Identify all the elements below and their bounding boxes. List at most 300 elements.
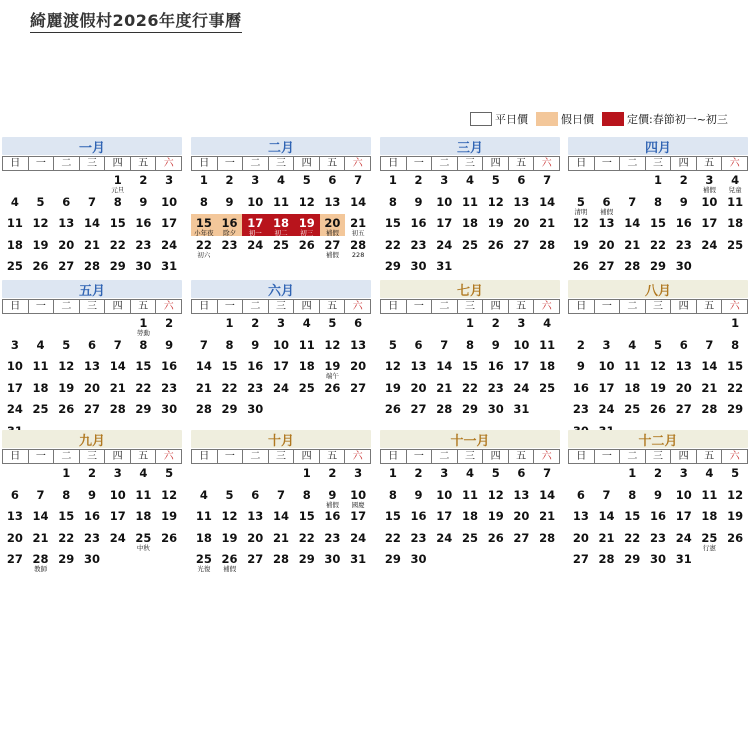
day-cell (697, 171, 723, 193)
weekday-label: 六 (345, 450, 371, 464)
day-grid (568, 464, 748, 572)
weekday-label: 二 (54, 450, 80, 464)
day-number: 6 (62, 194, 71, 209)
empty-cell (594, 314, 620, 336)
day-number: 20 (513, 216, 530, 230)
day-number: 21 (624, 237, 641, 252)
day-number: 28 (83, 259, 100, 273)
day-cell (509, 507, 535, 529)
day-number: 1 (388, 466, 397, 480)
day-number: 10 (701, 194, 718, 209)
day-number: 28 (109, 402, 126, 416)
empty-cell (619, 171, 645, 193)
day-cell (457, 193, 483, 215)
day-number: 5 (328, 316, 337, 330)
day-number: 10 (675, 487, 692, 502)
day-grid (2, 464, 182, 572)
day-number: 8 (388, 194, 397, 209)
day-cell (457, 357, 483, 379)
day-cell (131, 214, 157, 236)
day-number: 31 (675, 552, 692, 566)
day-cell (406, 236, 432, 258)
day-cell (619, 529, 645, 551)
day-number: 30 (247, 402, 264, 416)
day-cell (619, 357, 645, 379)
day-number: 7 (276, 487, 285, 502)
weekday-label: 四 (105, 450, 131, 464)
day-cell (380, 214, 406, 236)
day-cell (320, 379, 346, 401)
empty-cell (568, 171, 594, 193)
empty-cell (2, 314, 28, 336)
day-cell (191, 236, 217, 258)
day-number: 24 (161, 237, 178, 252)
day-number: 2 (139, 173, 148, 187)
day-number: 22 (624, 530, 641, 545)
day-number: 25 (461, 530, 478, 545)
day-number: 2 (679, 173, 688, 187)
day-cell (242, 236, 268, 258)
day-number: 15 (221, 359, 238, 373)
weekday-label: 一 (29, 450, 55, 464)
day-cell (320, 529, 346, 551)
day-number: 11 (701, 487, 718, 502)
day-number: 19 (32, 237, 49, 252)
day-cell (697, 193, 723, 215)
day-cell (509, 336, 535, 358)
weekday-label: 三 (80, 157, 106, 171)
weekday-label: 四 (294, 450, 320, 464)
day-number: 6 (414, 337, 423, 352)
day-number: 16 (649, 509, 666, 523)
day-cell (294, 193, 320, 215)
day-cell (294, 357, 320, 379)
day-cell (568, 529, 594, 551)
day-cell (217, 357, 243, 379)
day-cell (568, 336, 594, 358)
weekday-label: 三 (269, 300, 295, 314)
day-number: 28 (32, 552, 49, 566)
day-cell (131, 171, 157, 193)
day-number: 20 (6, 530, 23, 545)
day-number: 6 (10, 487, 19, 502)
month-title: 三月 (380, 137, 560, 155)
weekday-label: 四 (671, 300, 697, 314)
day-number: 14 (195, 359, 212, 373)
day-number: 4 (302, 316, 311, 330)
day-number: 28 (701, 402, 718, 416)
day-number: 3 (705, 173, 714, 187)
month-title: 八月 (568, 280, 748, 298)
day-number: 29 (461, 402, 478, 416)
weekday-label: 一 (29, 300, 55, 314)
day-cell (697, 486, 723, 508)
day-number: 10 (272, 337, 289, 352)
day-number: 14 (32, 509, 49, 523)
day-cell (156, 486, 182, 508)
day-cell (697, 357, 723, 379)
month-title: 六月 (191, 280, 371, 298)
day-number: 12 (32, 216, 49, 230)
day-number: 28 (350, 237, 367, 252)
day-cell (345, 314, 371, 336)
day-cell (268, 357, 294, 379)
day-number: 16 (135, 216, 152, 230)
day-cell (345, 529, 371, 551)
day-number: 6 (328, 173, 337, 187)
page-title: 綺麗渡假村2026年度行事曆 (30, 8, 242, 33)
day-cell (105, 529, 131, 551)
day-cell (28, 507, 54, 529)
day-cell (457, 486, 483, 508)
day-cell (645, 336, 671, 358)
day-cell (320, 507, 346, 529)
day-number: 20 (675, 380, 692, 395)
day-cell (671, 336, 697, 358)
day-number: 4 (543, 316, 552, 330)
day-number: 31 (350, 552, 367, 566)
day-cell (406, 550, 432, 572)
day-cell (671, 464, 697, 486)
day-cell (568, 257, 594, 279)
day-cell (509, 486, 535, 508)
day-number: 31 (436, 259, 453, 273)
day-cell (483, 486, 509, 508)
day-number: 6 (679, 337, 688, 352)
day-cell (568, 400, 594, 422)
day-cell (131, 486, 157, 508)
day-number: 18 (539, 359, 556, 373)
month-title: 四月 (568, 137, 748, 155)
day-number: 24 (513, 380, 530, 395)
day-cell (380, 486, 406, 508)
day-number: 19 (649, 380, 666, 395)
day-cell (671, 236, 697, 258)
day-number: 4 (10, 194, 19, 209)
weekday-header (568, 449, 748, 464)
day-cell (156, 171, 182, 193)
weekday-label: 六 (722, 300, 748, 314)
day-cell (509, 193, 535, 215)
day-number: 26 (487, 237, 504, 252)
weekday-label: 五 (131, 157, 157, 171)
day-number: 19 (487, 216, 504, 230)
weekday-label: 六 (534, 450, 560, 464)
weekday-label: 一 (218, 450, 244, 464)
day-number: 14 (598, 509, 615, 523)
day-number: 18 (701, 509, 718, 523)
day-cell (406, 357, 432, 379)
day-number: 8 (628, 487, 637, 502)
weekday-label: 五 (131, 300, 157, 314)
day-cell (594, 400, 620, 422)
day-number: 4 (276, 173, 285, 187)
day-number: 21 (701, 380, 718, 395)
day-number: 3 (354, 466, 363, 480)
day-cell (79, 336, 105, 358)
day-cell (431, 486, 457, 508)
day-number: 29 (384, 552, 401, 566)
day-number: 24 (436, 530, 453, 545)
day-cell (217, 550, 243, 572)
day-cell (671, 550, 697, 572)
day-cell (509, 357, 535, 379)
day-cell (2, 236, 28, 258)
holiday-note: 初五 (351, 229, 365, 237)
day-cell (105, 464, 131, 486)
day-cell (431, 357, 457, 379)
day-grid (568, 171, 748, 279)
day-cell (2, 214, 28, 236)
day-cell (320, 314, 346, 336)
day-cell (217, 193, 243, 215)
month-title: 一月 (2, 137, 182, 155)
day-cell (380, 507, 406, 529)
day-number: 27 (247, 552, 264, 566)
weekday-label: 日 (3, 157, 29, 171)
weekday-label: 一 (218, 300, 244, 314)
day-cell (722, 379, 748, 401)
day-cell (28, 336, 54, 358)
day-cell (534, 507, 560, 529)
legend-holiday-label: 假日價 (561, 113, 594, 126)
day-cell (242, 171, 268, 193)
day-cell (242, 214, 268, 236)
day-cell (242, 193, 268, 215)
day-cell (79, 550, 105, 572)
day-cell (645, 236, 671, 258)
day-cell (105, 507, 131, 529)
day-cell (431, 336, 457, 358)
day-number: 12 (572, 216, 589, 230)
holiday-note: 勞動 (136, 329, 150, 337)
weekday-header (2, 156, 182, 171)
empty-cell (671, 314, 697, 336)
day-cell (345, 550, 371, 572)
day-cell (294, 379, 320, 401)
day-number: 1 (199, 173, 208, 187)
day-number: 19 (161, 509, 178, 523)
day-number: 21 (83, 237, 100, 252)
holiday-note: 兒童 (728, 186, 742, 194)
month-1 (2, 137, 182, 279)
day-cell (131, 379, 157, 401)
day-cell (697, 336, 723, 358)
day-cell (534, 171, 560, 193)
day-number: 15 (649, 216, 666, 230)
day-cell (568, 379, 594, 401)
day-number: 5 (491, 466, 500, 480)
empty-cell (191, 464, 217, 486)
holiday-note: 初六 (197, 250, 211, 259)
weekday-label: 三 (458, 157, 484, 171)
weekday-label: 二 (432, 450, 458, 464)
day-cell (722, 214, 748, 236)
day-number: 3 (602, 337, 611, 352)
day-number: 7 (87, 194, 96, 209)
day-cell (619, 214, 645, 236)
empty-cell (406, 314, 432, 336)
day-number: 12 (221, 509, 238, 523)
day-cell (645, 529, 671, 551)
day-number: 12 (58, 359, 75, 373)
day-cell (268, 550, 294, 572)
day-number: 1 (465, 316, 474, 330)
day-cell (320, 357, 346, 379)
day-cell (79, 379, 105, 401)
day-cell (431, 193, 457, 215)
weekday-label: 二 (432, 300, 458, 314)
weekday-label: 一 (407, 157, 433, 171)
day-cell (406, 336, 432, 358)
day-number: 8 (225, 337, 234, 352)
day-number: 10 (436, 194, 453, 209)
day-cell (722, 400, 748, 422)
day-grid (380, 314, 560, 422)
day-number: 18 (195, 530, 212, 545)
day-cell (217, 171, 243, 193)
day-number: 26 (649, 402, 666, 416)
weekday-header (568, 299, 748, 314)
day-cell (594, 529, 620, 551)
day-cell (722, 193, 748, 215)
day-grid (2, 171, 182, 279)
day-number: 10 (598, 359, 615, 373)
day-number: 2 (225, 173, 234, 187)
day-number: 13 (598, 216, 615, 230)
day-cell (722, 357, 748, 379)
day-number: 14 (350, 194, 367, 209)
weekday-label: 三 (269, 450, 295, 464)
day-cell (191, 550, 217, 572)
day-number: 1 (731, 316, 740, 330)
day-number: 25 (701, 530, 718, 545)
day-cell (131, 257, 157, 279)
day-number: 4 (465, 173, 474, 187)
day-number: 24 (6, 402, 23, 416)
day-cell (242, 550, 268, 572)
day-number: 29 (727, 402, 744, 416)
day-number: 15 (384, 509, 401, 523)
day-number: 17 (272, 359, 289, 373)
day-cell (156, 464, 182, 486)
day-cell (722, 171, 748, 193)
day-cell (217, 214, 243, 236)
day-number: 27 (6, 552, 23, 566)
day-number: 26 (298, 237, 315, 252)
day-cell (217, 336, 243, 358)
day-number: 19 (572, 237, 589, 252)
weekday-label: 五 (320, 300, 346, 314)
day-number: 10 (350, 487, 367, 502)
day-number: 23 (161, 380, 178, 395)
day-number: 12 (487, 194, 504, 209)
day-number: 2 (165, 316, 174, 330)
day-number: 31 (513, 402, 530, 416)
day-cell (217, 236, 243, 258)
day-cell (406, 529, 432, 551)
weekday-label: 日 (569, 300, 595, 314)
day-cell (380, 464, 406, 486)
day-cell (268, 379, 294, 401)
empty-cell (268, 464, 294, 486)
day-number: 8 (139, 337, 148, 352)
day-cell (79, 464, 105, 486)
day-number: 16 (83, 509, 100, 523)
day-number: 5 (36, 194, 45, 209)
day-cell (2, 529, 28, 551)
day-number: 9 (251, 337, 260, 352)
day-number: 5 (62, 337, 71, 352)
day-cell (105, 171, 131, 193)
day-number: 10 (109, 487, 126, 502)
day-number: 24 (109, 530, 126, 545)
day-cell (2, 379, 28, 401)
day-cell (568, 486, 594, 508)
day-cell (406, 507, 432, 529)
day-number: 26 (487, 530, 504, 545)
empty-cell (105, 314, 131, 336)
day-number: 7 (199, 337, 208, 352)
holiday-note: 初二 (274, 229, 288, 237)
day-number: 9 (653, 487, 662, 502)
weekday-label: 六 (534, 157, 560, 171)
day-number: 15 (461, 359, 478, 373)
day-number: 13 (410, 359, 427, 373)
day-number: 27 (83, 402, 100, 416)
empty-cell (697, 314, 723, 336)
day-cell (645, 507, 671, 529)
day-cell (380, 529, 406, 551)
day-cell (431, 171, 457, 193)
day-cell (619, 400, 645, 422)
day-cell (619, 486, 645, 508)
weekday-label: 二 (243, 300, 269, 314)
day-number: 29 (135, 402, 152, 416)
day-number: 25 (135, 530, 152, 545)
day-cell (406, 214, 432, 236)
day-cell (568, 507, 594, 529)
day-cell (28, 400, 54, 422)
day-cell (431, 236, 457, 258)
day-number: 22 (58, 530, 75, 545)
day-number: 2 (414, 466, 423, 480)
day-grid (2, 314, 182, 443)
day-number: 28 (598, 552, 615, 566)
day-number: 7 (543, 466, 552, 480)
day-cell (534, 379, 560, 401)
holiday-note: 初一 (248, 229, 262, 237)
day-number: 2 (576, 337, 585, 352)
day-cell (483, 464, 509, 486)
day-cell (79, 486, 105, 508)
day-number: 13 (247, 509, 264, 523)
day-cell (105, 214, 131, 236)
day-number: 23 (221, 237, 238, 252)
day-number: 4 (139, 466, 148, 480)
day-cell (105, 400, 131, 422)
day-number: 30 (161, 402, 178, 416)
day-number: 9 (414, 194, 423, 209)
weekday-label: 二 (243, 450, 269, 464)
day-cell (509, 171, 535, 193)
day-cell (2, 336, 28, 358)
day-number: 1 (388, 173, 397, 187)
day-cell (380, 236, 406, 258)
weekday-label: 五 (320, 157, 346, 171)
day-number: 30 (324, 552, 341, 566)
weekday-label: 三 (80, 300, 106, 314)
